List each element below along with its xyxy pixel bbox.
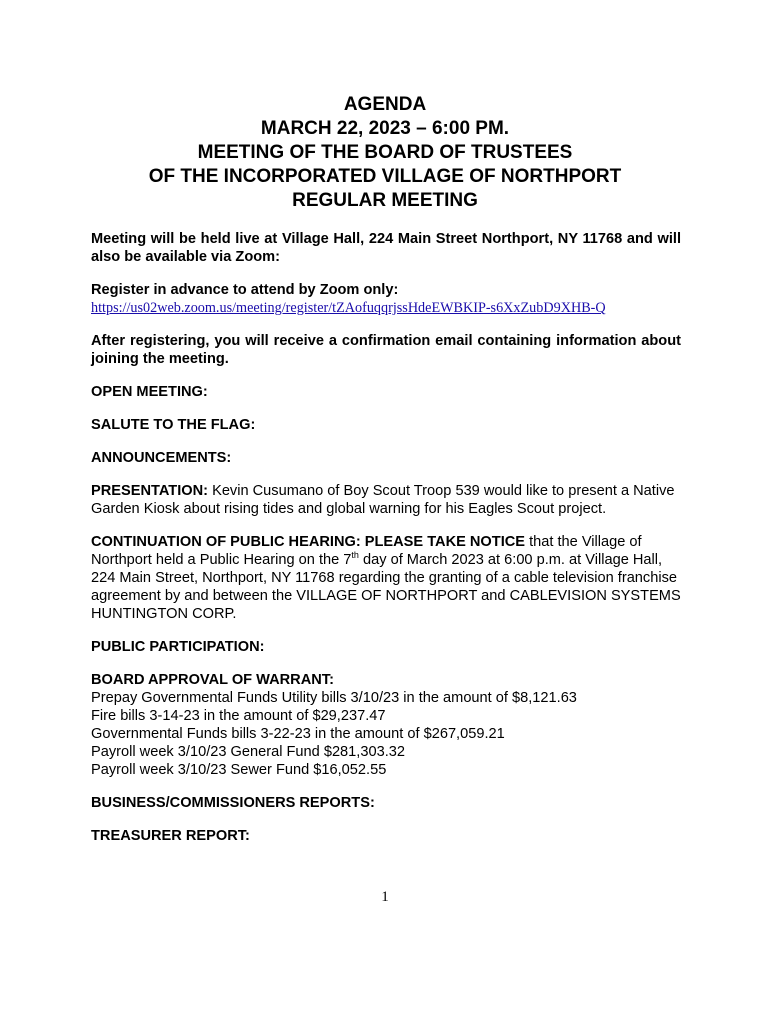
agenda-body	[91, 230, 681, 860]
header-title: AGENDA	[343, 94, 427, 115]
presentation-label: PRESENTATION:	[91, 483, 209, 499]
section-open-meeting: OPEN MEETING:	[91, 384, 208, 400]
hearing-text-a: that the Village of Northport held a Public Hearing on the 7	[91, 534, 642, 568]
warrant-item: Payroll week 3/10/23 Sewer Fund $16,052.55	[91, 762, 387, 778]
hearing-sup: th	[351, 550, 359, 561]
warrant-item: Fire bills 3-14-23 in the amount of $29,237.47	[91, 708, 386, 724]
section-announcements: ANNOUNCEMENTS:	[91, 450, 232, 466]
hearing-text-b: day of March 2023 at 6:00 p.m. at Village Hall, 224 Main Street, Northport, NY 11768 regarding the granting of a cable television franchise agreement by and between the VILLAGE OF NORTHPORT and CABLEVISION SYSTEMS HUNTINGTON CORP.	[91, 552, 681, 622]
warrant-item: Governmental Funds bills 3-22-23 in the amount of $267,059.21	[91, 726, 505, 742]
meeting-location: Meeting will be held live at Village Hall, 224 Main Street Northport, NY 11768 and will also be available via Zoom:	[91, 231, 681, 265]
warrant-label: BOARD APPROVAL OF WARRANT:	[91, 672, 334, 688]
presentation-text: Kevin Cusumano of Boy Scout Troop 539 would like to present a Native Garden Kiosk about rising tides and global warning for his Eagles Scout project.	[91, 483, 675, 517]
section-presentation	[91, 482, 681, 518]
header-village: OF THE INCORPORATED VILLAGE OF NORTHPORT	[148, 166, 622, 187]
section-business-reports: BUSINESS/COMMISSIONERS REPORTS:	[91, 795, 375, 811]
section-warrant	[91, 671, 681, 779]
section-salute-flag: SALUTE TO THE FLAG:	[91, 417, 256, 433]
after-registering-note: After registering, you will receive a confirmation email containing information about joining the meeting.	[91, 333, 681, 367]
header-date: MARCH 22, 2023 – 6:00 PM.	[260, 118, 510, 139]
header-type: REGULAR MEETING	[292, 190, 478, 211]
section-public-participation: PUBLIC PARTICIPATION:	[91, 639, 265, 655]
warrant-item: Prepay Governmental Funds Utility bills 3/10/23 in the amount of $8,121.63	[91, 690, 577, 706]
warrant-item: Payroll week 3/10/23 General Fund $281,303.32	[91, 744, 405, 760]
header-meeting: MEETING OF THE BOARD OF TRUSTEES	[197, 142, 573, 163]
section-public-hearing	[91, 533, 681, 623]
register-block	[91, 281, 681, 317]
zoom-register-link[interactable]: https://us02web.zoom.us/meeting/register/tZAofuqqrjssHdeEWBKIP-s6XxZubD9XHB-Q	[91, 300, 606, 316]
section-treasurer-report: TREASURER REPORT:	[91, 828, 250, 844]
hearing-label: CONTINUATION OF PUBLIC HEARING: PLEASE TAKE NOTICE	[91, 534, 526, 550]
register-label: Register in advance to attend by Zoom only:	[91, 282, 399, 298]
page-number: 1	[381, 889, 389, 905]
agenda-header	[0, 93, 770, 213]
